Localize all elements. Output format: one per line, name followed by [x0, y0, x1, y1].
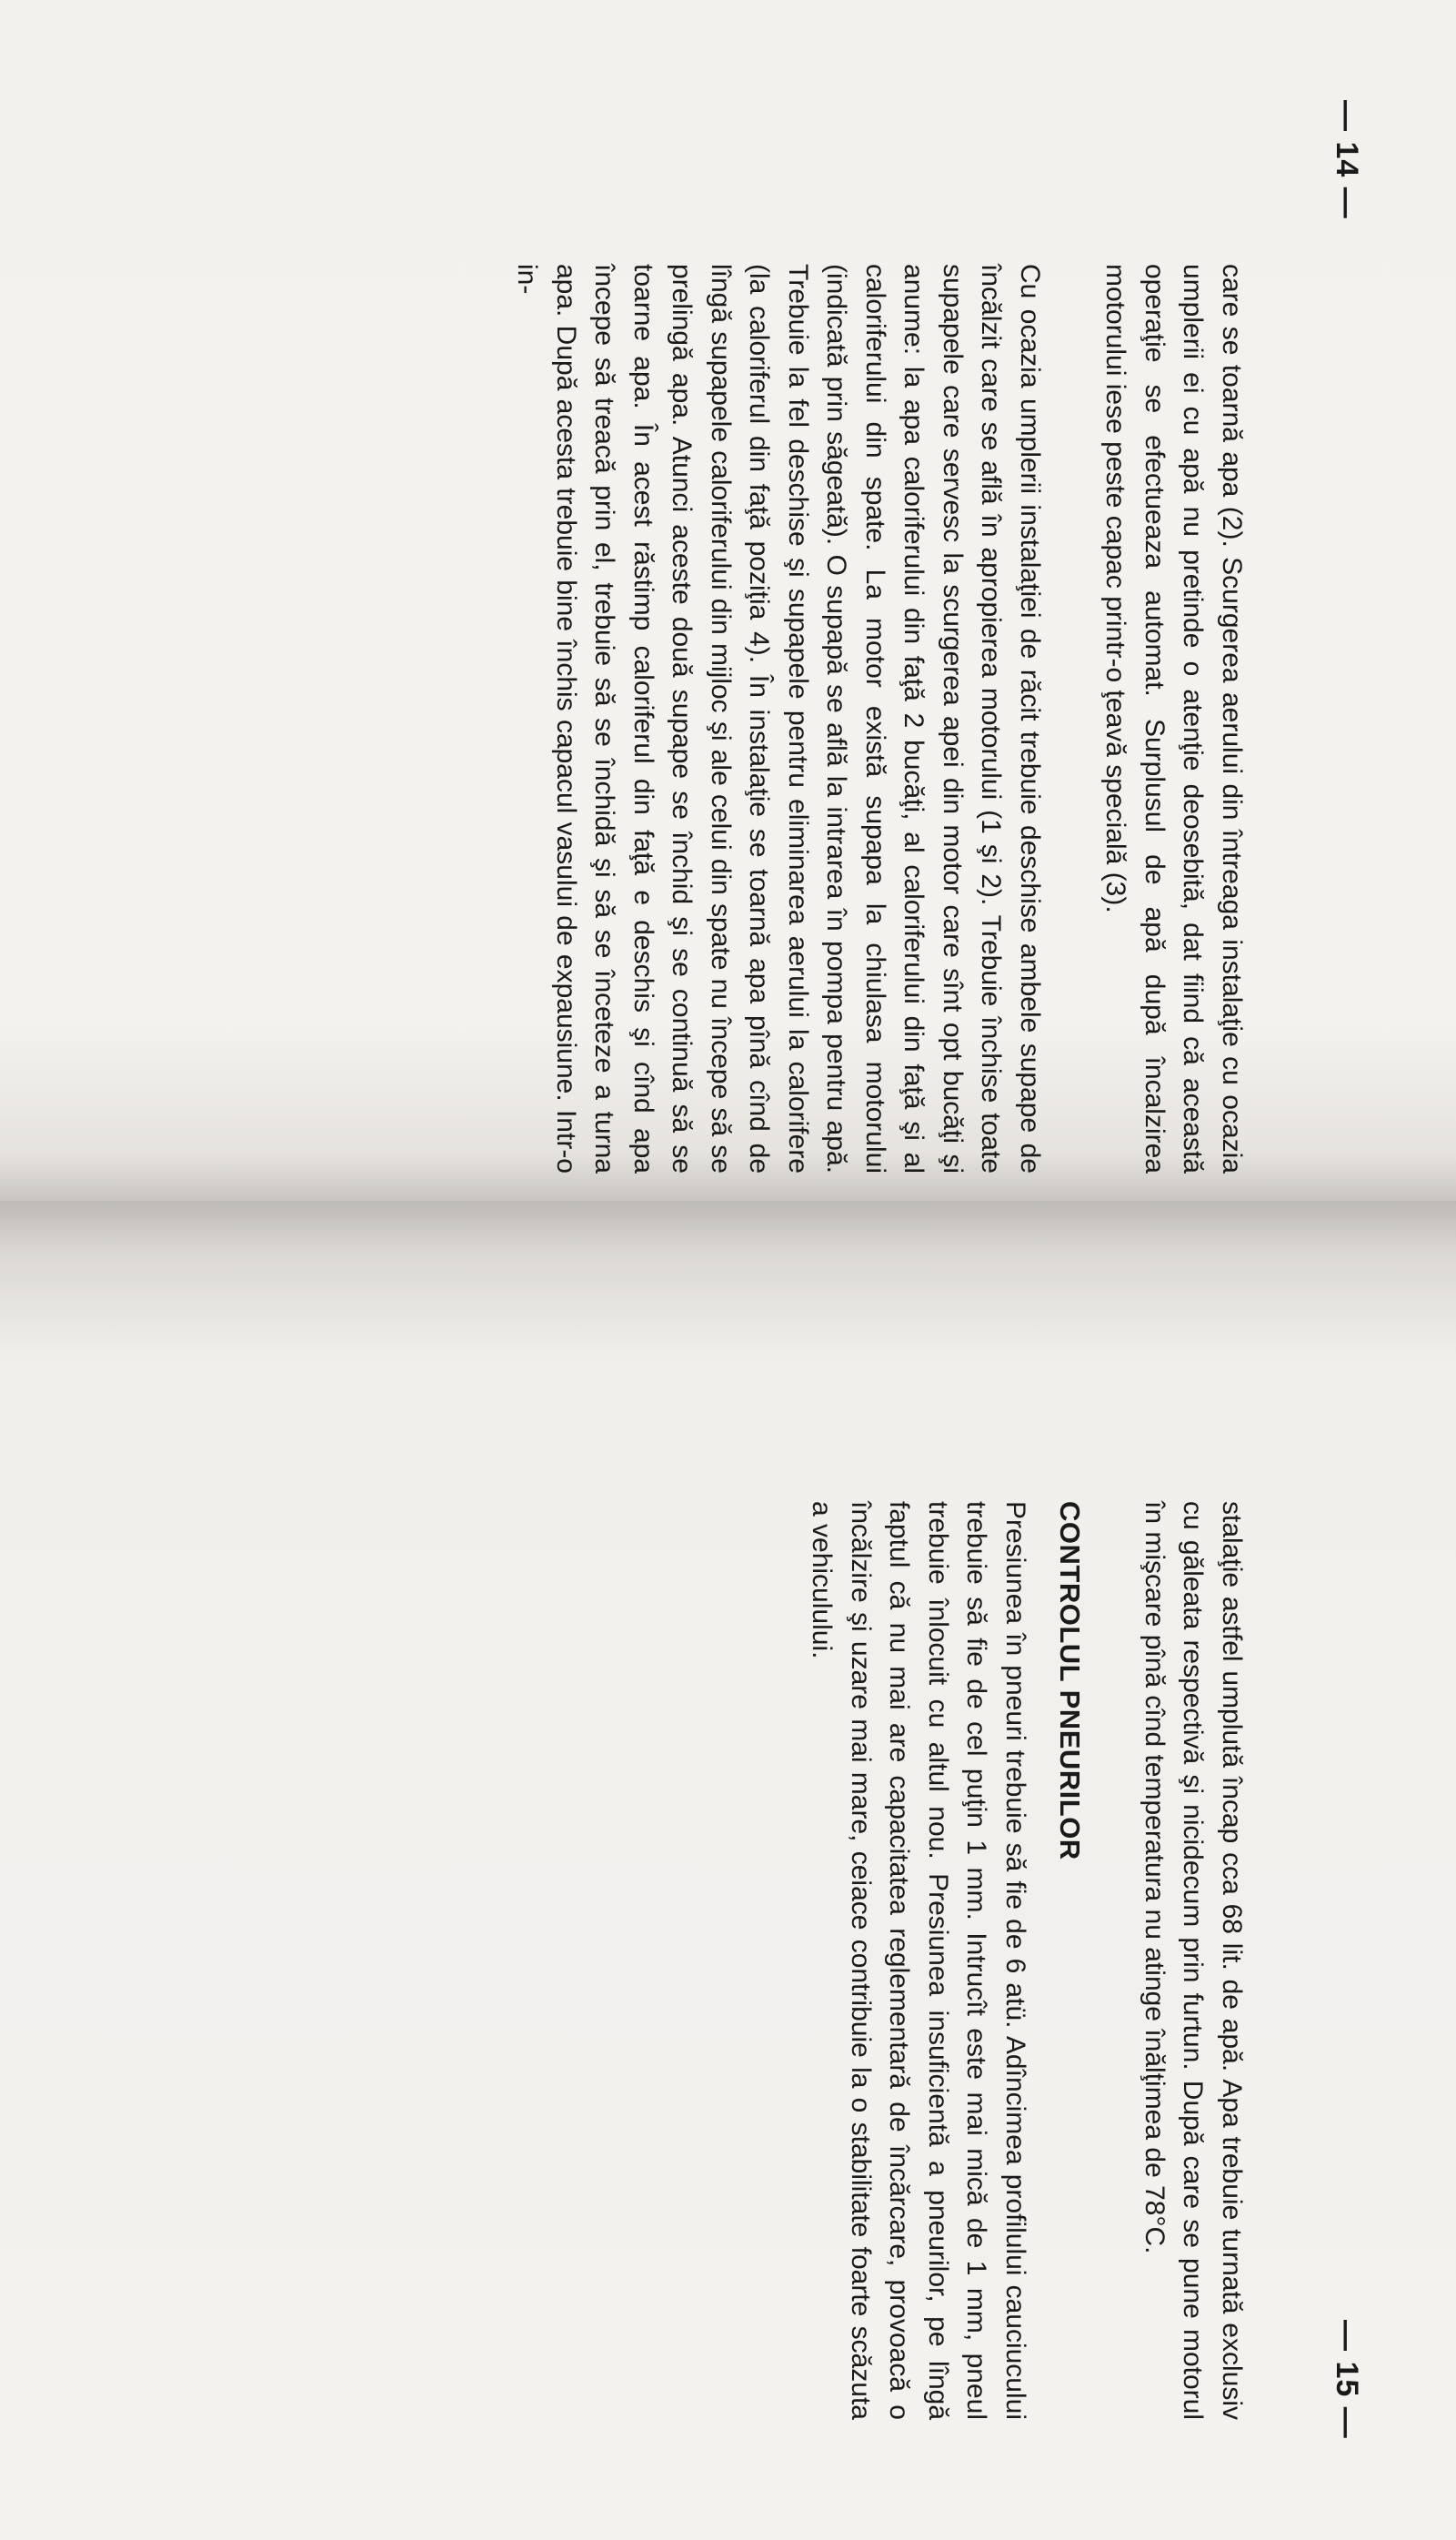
page-15-text — [802, 1501, 1250, 2420]
page-number: — 15 — — [1330, 2320, 1364, 2439]
page-15-content — [73, 1255, 1364, 2520]
section-heading: CONTROLUL PNEURILOR — [1054, 1501, 1087, 1860]
paragraph: stalaţie astfel umplută încap cca 68 lit. de apă. Apa trebuie turnată exclusiv cu găleata respectivă şi nicidecum prin furtun. După care se pune motorul în mişcare pînă cînd temperatura nu atinge înălţimea de 78°C. — [1140, 1501, 1247, 2420]
page-number: — 14 — — [1330, 100, 1364, 219]
paragraph: care se toarnă apa (2). Scurgerea aerului din întreaga instalaţie cu ocazia umplerii ei cu apă nu pretinde o atenţie deosebită, dat fiind că această operaţie se efectueaza automat. Surplusul de apă după încalzirea motorului iese peste capac printr-o ţeavă specială (3). — [1100, 264, 1247, 1174]
page-15 — [0, 1201, 1456, 2540]
page-14-content — [73, 18, 1364, 1183]
paragraph-gap — [1049, 264, 1096, 1174]
paragraph: Presiunea în pneuri trebuie să fie de 6 atü. Adîncimea profilului cauciucului trebuie să fie de cel puţin 1 mm. Intrucît este mai mică de 1 mm, pneul trebuie înlocuit cu altul nou. Presiunea insuficientă a pneurilor, pe lîngă faptul că nu mai are capacitatea reglementară de încărcare, provoacă o încălzire şi uzare mai mare, ceiace contribuie la o stabilitate foarte scăzuta a vehiculului. — [807, 1501, 1030, 2420]
paragraph: Cu ocazia umplerii instalaţiei de răcit trebuie deschise ambele supape de încălzit care se află în apropierea motorului (1 şi 2). Trebuie închise toate supapele care servesc la scurgerea apei din motor care sînt opt bucăţi şi anume: la apa caloriferului din faţă 2 bucăţi, al caloriferului din faţă şi al caloriferului din spate. La motor există supapa la chiulasa motorului (indicată prin săgeată). O supapă se află la intrarea în pompa pentru apă. Trebuie la fel deschise şi supapele pentru eliminarea aerului la calorifere (la caloriferul din faţă poziţia 4). În instalaţie se toarnă apa pînă cînd de lîngă supapele caloriferului din mijloc şi ale celui din spate nu începe să se prelingă apa. Atunci aceste două supape se închid şi se continuă să se toarne apa. În acest răstimp caloriferul din faţă e deschis şi cînd apa începe să treacă prin el, trebuie să se închidă şi să se înceteze a turna apa. După acesta trebuie bine închis capacul vasului de expausiune. Intr-o in- — [512, 264, 1045, 1174]
page-14-text — [507, 264, 1250, 1174]
page-14 — [0, 0, 1456, 1201]
